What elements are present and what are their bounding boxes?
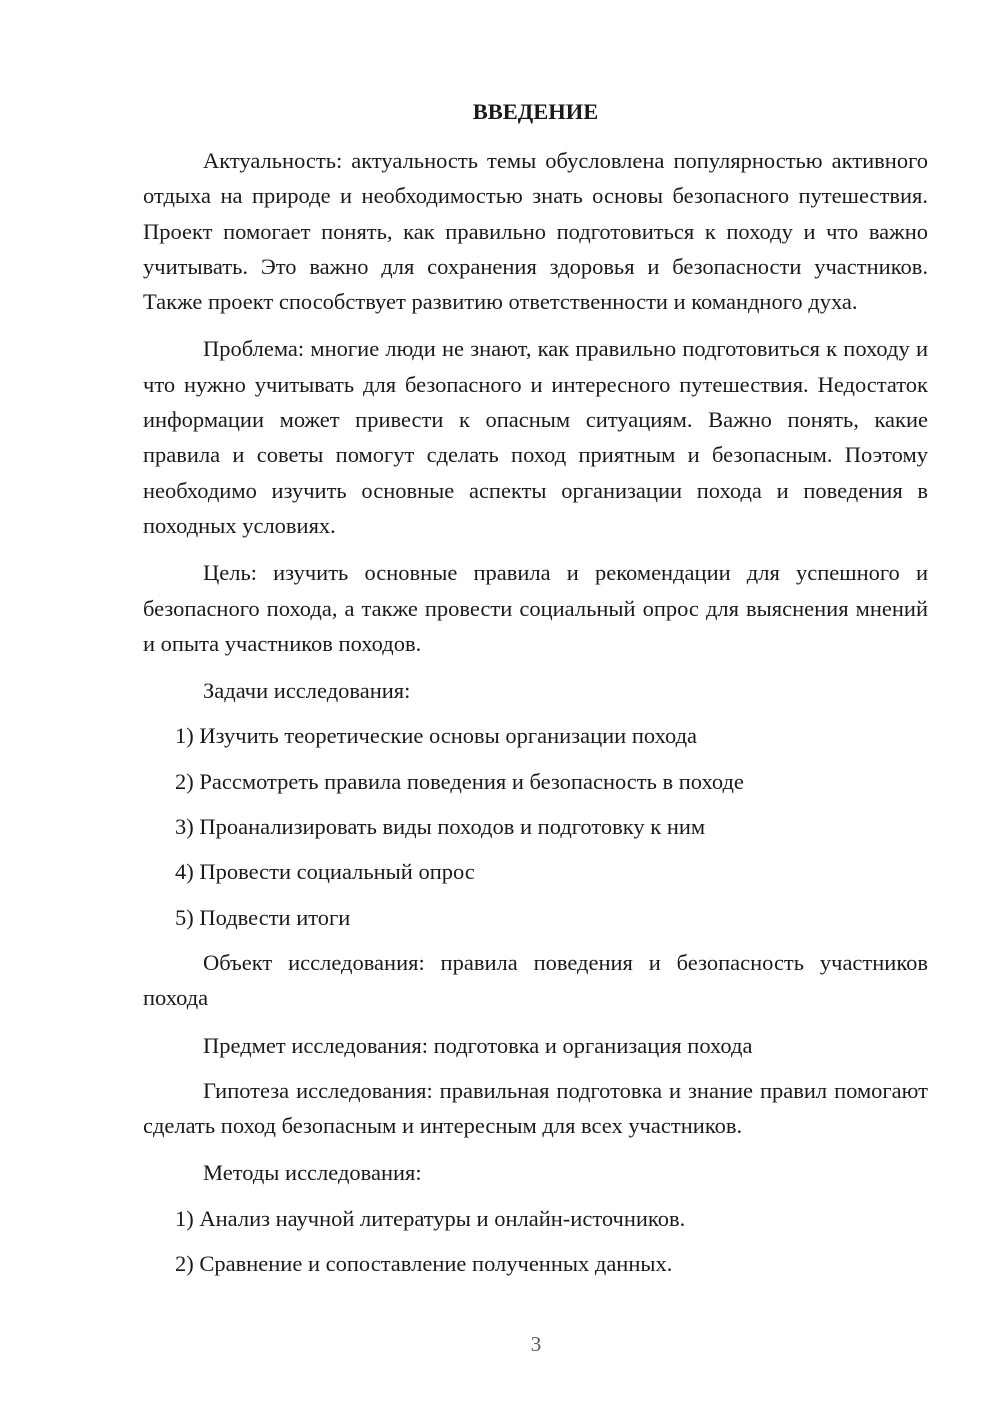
list-item: 4) Провести социальный опрос: [175, 859, 475, 885]
tasks-list: [143, 718, 928, 934]
page-number: 3: [530, 1332, 542, 1356]
paragraph-problem: Проблема: многие люди не знают, как правильно подготовиться к походу и что нужно учитывать для безопасного и интересного путешествия. Недостаток информации может привести к опасным ситуациям. Важно понять, какие правила и советы помогут сделать поход приятным и безопасным. Поэтому необходимо изучить основные аспекты организации похода и поведения в походных условиях.: [143, 336, 928, 538]
tasks-heading: Задачи исследования:: [203, 678, 411, 704]
paragraph-relevance: Актуальность: актуальность темы обусловлена популярностью активного отдыха на природе и необходимостью знать основы безопасного путешествия. Проект помогает понять, как правильно подготовиться к походу и что важно учитывать. Это важно для сохранения здоровья и безопасности участников. Также проект способствует развитию ответственности и командного духа.: [143, 148, 928, 315]
list-item: 1) Изучить теоретические основы организации похода: [175, 723, 698, 749]
paragraph-hypothesis: Гипотеза исследования: правильная подготовка и знание правил помогают сделать поход безопасным и интересным для всех участников.: [143, 1077, 928, 1139]
methods-list: [143, 1201, 928, 1282]
list-item: 1) Анализ научной литературы и онлайн-источников.: [175, 1205, 686, 1231]
section-title: ВВЕДЕНИЕ: [472, 99, 599, 124]
list-item: 2) Рассмотреть правила поведения и безопасность в походе: [175, 768, 744, 794]
list-item: 3) Проанализировать виды походов и подготовку к ним: [175, 814, 706, 840]
document-page: [143, 94, 928, 1291]
paragraph-subject: Предмет исследования: подготовка и организация похода: [203, 1032, 753, 1058]
paragraph-object: Объект исследования: правила поведения и безопасность участников похода: [143, 949, 928, 1011]
list-item: 2) Сравнение и сопоставление полученных данных.: [175, 1251, 673, 1277]
list-item: 5) Подвести итоги: [175, 904, 351, 930]
paragraph-goal: Цель: изучить основные правила и рекомендации для успешного и безопасного похода, а также провести социальный опрос для выяснения мнений и опыта участников походов.: [143, 560, 928, 656]
methods-heading: Методы исследования:: [203, 1160, 422, 1186]
